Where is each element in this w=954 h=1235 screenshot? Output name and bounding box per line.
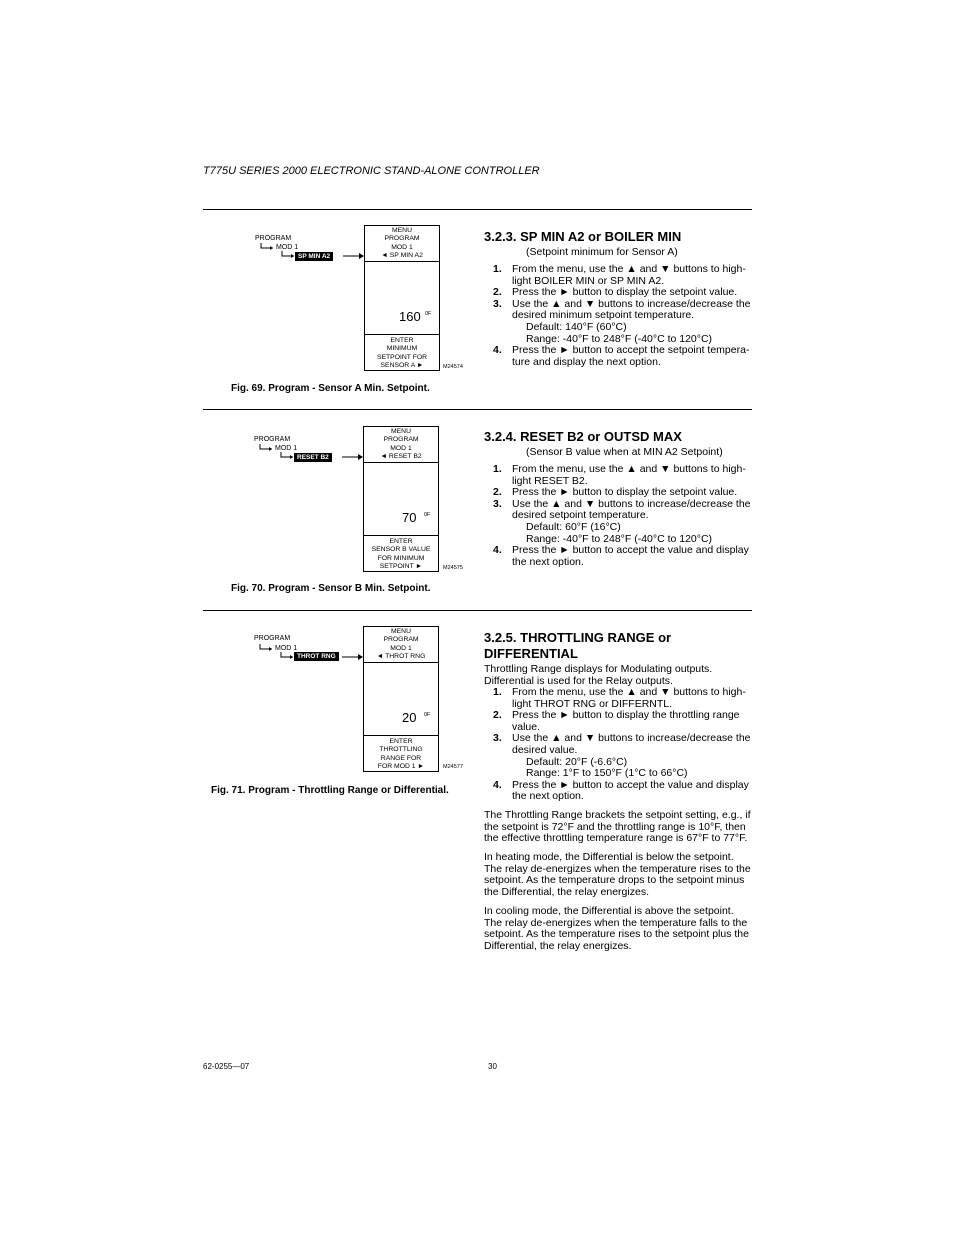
lcd-value: 20 [402, 710, 417, 725]
step-text: From the menu, use the ▲ and ▼ buttons to high- [512, 686, 746, 698]
section-heading: 3.2.3. SP MIN A2 or BOILER MIN [484, 229, 682, 244]
lcd-unit: 0F [424, 712, 431, 718]
section-heading [484, 630, 671, 662]
lcd-display [363, 626, 439, 772]
lcd-menu-area [364, 427, 438, 463]
section-divider [203, 209, 752, 210]
body-paragraph [484, 906, 752, 952]
lcd-line: MOD 1 [390, 444, 412, 452]
text-line: The relay de-energizes when the temperature rises to the [484, 862, 751, 875]
lcd-unit: 0F [424, 512, 431, 518]
lcd-line: SETPOINT FOR [376, 353, 428, 361]
lcd-display [364, 225, 440, 371]
step-text: light BOILER MIN or SP MIN A2. [512, 274, 665, 287]
lcd-line: FOR MINIMUM [377, 554, 425, 562]
lcd-menu-area [365, 226, 439, 262]
step-item [484, 499, 752, 545]
document-number: 62-0255—07 [203, 1062, 250, 1071]
lcd-value: 70 [402, 510, 417, 525]
menu-path-program: PROGRAM [254, 436, 291, 443]
menu-path-mod: MOD 1 [275, 645, 298, 652]
figure-caption: Fig. 69. Program - Sensor A Min. Setpoint. [231, 383, 430, 394]
text-line: In cooling mode, the Differential is above the setpoint. [484, 905, 734, 917]
lcd-prompt-area [364, 735, 438, 771]
heading-line: DIFFERENTIAL [484, 646, 578, 661]
step-item [484, 299, 752, 345]
step-number: 2. [493, 709, 502, 722]
lcd-line: ENTER [390, 337, 414, 344]
instruction-steps [484, 264, 752, 368]
instruction-steps [484, 687, 752, 803]
menu-path-mod: MOD 1 [276, 244, 299, 251]
text-line: Differential is used for the Relay outputs. [484, 674, 673, 687]
step-text: From the menu, use the ▲ and ▼ buttons to high- [512, 463, 746, 475]
default-value: Default: 60°F (16°C) [526, 520, 621, 533]
step-number: 4. [493, 344, 502, 357]
lcd-line: SETPOINT ► [379, 563, 423, 571]
menu-path-program: PROGRAM [255, 235, 292, 242]
lcd-line: MENU [390, 428, 411, 435]
text-line: The relay de-energizes when the temperature falls to the [484, 916, 748, 929]
step-number: 3. [493, 732, 502, 745]
selected-menu-item: RESET B2 [294, 453, 332, 462]
step-number: 2. [493, 486, 502, 499]
figure-caption: Fig. 70. Program - Sensor B Min. Setpoint. [231, 583, 431, 594]
step-item [484, 687, 752, 710]
step-text: Press the ► button to accept the value and display [512, 778, 749, 791]
text-line: the Differential, the relay energizes. [484, 885, 649, 898]
step-text: the next option. [512, 555, 584, 568]
figure-code: M24574 [443, 364, 463, 370]
step-text: Press the ► button to display the setpoint value. [512, 486, 738, 499]
lcd-line: ◄ SP MIN A2 [381, 252, 423, 260]
lcd-unit: 0F [425, 311, 432, 317]
figure-caption: Fig. 71. Program - Throttling Range or Differential. [211, 785, 449, 796]
lcd-line: PROGRAM [383, 636, 419, 644]
lcd-line: ◄ RESET B2 [380, 453, 422, 461]
section-divider [203, 409, 752, 410]
step-text: Press the ► button to display the setpoint value. [512, 286, 738, 299]
page-number: 30 [488, 1062, 497, 1071]
range-value: Range: 1°F to 150°F (1°C to 66°C) [526, 767, 688, 780]
page-header: T775U SERIES 2000 ELECTRONIC STAND-ALONE CONTROLLER [203, 165, 540, 177]
lcd-display [363, 426, 439, 572]
section-subtitle: (Sensor B value when at MIN A2 Setpoint) [526, 446, 723, 458]
step-item [484, 733, 752, 779]
step-text: light RESET B2. [512, 474, 588, 487]
text-line: Differential, the relay energizes. [484, 939, 632, 952]
heading-line: 3.2.5. THROTTLING RANGE or [484, 630, 672, 645]
figure-code: M24575 [443, 565, 463, 571]
step-text: Use the ▲ and ▼ buttons to increase/decrease the [512, 732, 751, 745]
step-text: light THROT RNG or DIFFERNTL. [512, 697, 673, 710]
lcd-line: MENU [391, 227, 412, 234]
lcd-line: RANGE FOR [380, 754, 422, 762]
step-text: From the menu, use the ▲ and ▼ buttons to high- [512, 263, 746, 275]
lcd-prompt-area [364, 535, 438, 571]
lcd-line: MOD 1 [390, 644, 412, 652]
lcd-line: SENSOR A ► [380, 362, 424, 370]
lcd-line: MENU [390, 628, 411, 635]
step-number: 1. [493, 463, 502, 475]
selected-menu-item: SP MIN A2 [295, 252, 333, 261]
lcd-line: MOD 1 [391, 243, 413, 251]
step-text: the next option. [512, 790, 584, 803]
step-item [484, 345, 752, 368]
step-item [484, 545, 752, 568]
step-text: Use the ▲ and ▼ buttons to increase/decrease the [512, 297, 751, 310]
step-item [484, 780, 752, 803]
lcd-line: ◄ THROT RNG [376, 653, 426, 661]
step-text: Press the ► button to accept the value and display [512, 544, 749, 557]
figure-code: M24577 [443, 764, 463, 770]
body-paragraph [484, 810, 752, 845]
lcd-line: ENTER [389, 738, 413, 745]
step-text: Press the ► button to display the throttling range [512, 709, 740, 722]
menu-path-mod: MOD 1 [275, 445, 298, 452]
step-number: 3. [493, 297, 502, 310]
range-value: Range: -40°F to 248°F (-40°C to 120°C) [526, 332, 713, 345]
lcd-line: THROTTLING [379, 746, 423, 754]
text-line: the setpoint is 72°F and the throttling range is 10°F, then [484, 820, 746, 833]
step-item [484, 710, 752, 733]
lcd-line: SENSOR B VALUE [371, 546, 431, 554]
step-text: desired minimum setpoint temperature. [512, 309, 695, 322]
step-text: desired value. [512, 743, 578, 756]
step-text: ture and display the next option. [512, 355, 661, 368]
text-line: In heating mode, the Differential is below the setpoint. [484, 851, 734, 863]
section-subtitle: (Setpoint minimum for Sensor A) [526, 246, 678, 258]
step-text: Press the ► button to accept the setpoint tempera- [512, 344, 750, 357]
intro-text [484, 664, 752, 687]
lcd-line: PROGRAM [384, 235, 420, 243]
step-item [484, 464, 752, 487]
lcd-menu-area [364, 627, 438, 663]
step-number: 1. [493, 686, 502, 698]
step-number: 2. [493, 286, 502, 299]
selected-menu-item: THROT RNG [294, 652, 339, 661]
section-heading: 3.2.4. RESET B2 or OUTSD MAX [484, 429, 682, 444]
text-line: setpoint. As the temperature drops to the setpoint minus [484, 874, 745, 887]
menu-path-program: PROGRAM [254, 635, 291, 642]
lcd-line: MINIMUM [386, 345, 418, 353]
text-line: The Throttling Range brackets the setpoint setting, e.g., if [484, 809, 751, 821]
step-number: 3. [493, 497, 502, 510]
step-number: 1. [493, 263, 502, 275]
text-line: setpoint. As the temperature rises to the setpoint plus the [484, 928, 749, 941]
step-number: 4. [493, 778, 502, 791]
step-number: 4. [493, 544, 502, 557]
section-divider [203, 610, 752, 611]
step-text: desired setpoint temperature. [512, 509, 649, 522]
step-text: value. [512, 720, 541, 733]
range-value: Range: -40°F to 248°F (-40°C to 120°C) [526, 532, 713, 545]
lcd-line: PROGRAM [383, 436, 419, 444]
default-value: Default: 20°F (-6.6°C) [526, 755, 628, 768]
instruction-steps [484, 464, 752, 568]
step-text: Use the ▲ and ▼ buttons to increase/decrease the [512, 497, 751, 510]
text-line: Throttling Range displays for Modulating outputs. [484, 663, 713, 675]
text-line: the effective throttling temperature range is 67°F to 77°F. [484, 832, 748, 845]
step-item [484, 264, 752, 287]
lcd-line: FOR MOD 1 ► [377, 763, 425, 771]
body-paragraph [484, 852, 752, 898]
lcd-line: ENTER [389, 538, 413, 545]
lcd-prompt-area [365, 334, 439, 370]
lcd-value: 160 [399, 309, 421, 324]
default-value: Default: 140°F (60°C) [526, 320, 627, 333]
